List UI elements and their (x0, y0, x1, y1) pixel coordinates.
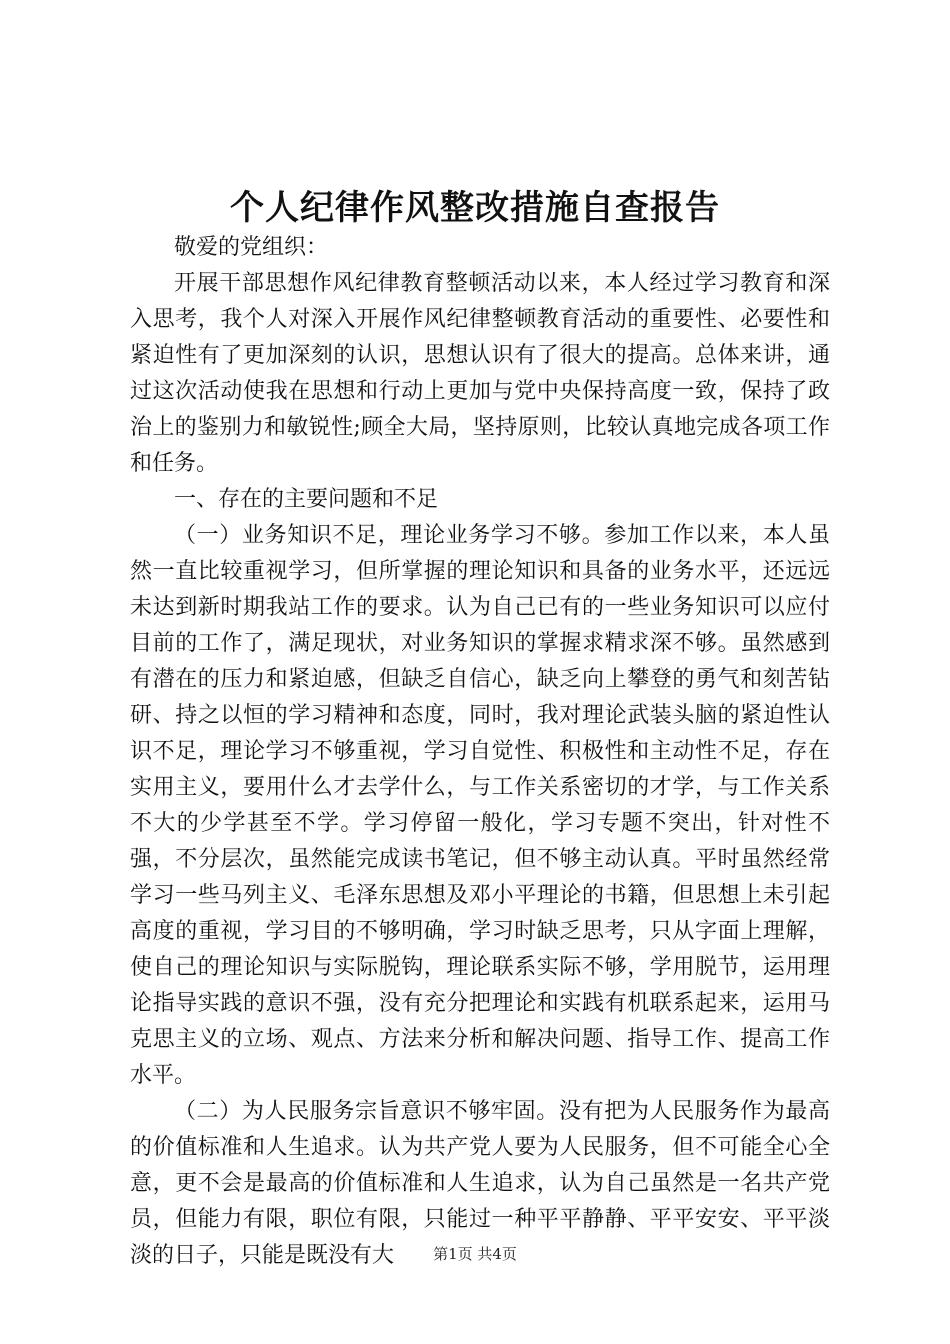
salutation: 敬爱的党组织： (174, 235, 329, 260)
paragraph-intro: 开展干部思想作风纪律教育整顿活动以来，本人经过学习教育和深入思考，我个人对深入开展作风纪律整顿教育活动的重要性、必要性和紧迫性有了更加深刻的认识，思想认识有了很大的提高。总体来讲，通过这次活动使我在思想和行动上更加与党中央保持高度一致，保持了政治上的鉴别力和敏锐性;顾全大局，坚持原则，比较认真地完成各项工作和任务。 (130, 271, 830, 476)
section-heading: 一、存在的主要问题和不足 (174, 487, 439, 512)
document-body (130, 230, 830, 1274)
page-footer: 第1页 共4页 (433, 1245, 517, 1263)
document-title: 个人纪律作风整改措施自查报告 (230, 188, 720, 228)
paragraph-issue-2: （二）为人民服务宗旨意识不够牢固。没有把为人民服务作为最高的价值标准和人生追求。认为共产党人要为人民服务，但不可能全心全意，更不会是最高的价值标准和人生追求，认为自己虽然是一名共产党员，但能力有限，职位有限，只能过一种平平静静、平平安安、平平淡淡的日子，只能是既没有大 (130, 1099, 830, 1268)
paragraph-issue-1: （一）业务知识不足，理论业务学习不够。参加工作以来，本人虽然一直比较重视学习，但所掌握的理论知识和具备的业务水平，还远远未达到新时期我站工作的要求。认为自己已有的一些业务知识可以应付目前的工作了，满足现状，对业务知识的掌握求精求深不够。虽然感到有潜在的压力和紧迫感，但缺乏自信心，缺乏向上攀登的勇气和刻苦钻研、持之以恒的学习精神和态度，同时，我对理论武装头脑的紧迫性认识不足，理论学习不够重视，学习自觉性、积极性和主动性不足，存在实用主义，要用什么才去学什么，与工作关系密切的才学，与工作关系不大的少学甚至不学。学习停留一般化，学习专题不突出，针对性不强，不分层次，虽然能完成读书笔记，但不够主动认真。平时虽然经常学习一些马列主义、毛泽东思想及邓小平理论的书籍，但思想上未引起高度的重视，学习目的不够明确，学习时缺乏思考，只从字面上理解，使自己的理论知识与实际脱钩，理论联系实际不够，学用脱节，运用理论指导实践的意识不强，没有充分把理论和实践有机联系起来，运用马克思主义的立场、观点、方法来分析和解决问题、指导工作、提高工作水平。 (130, 523, 830, 1088)
